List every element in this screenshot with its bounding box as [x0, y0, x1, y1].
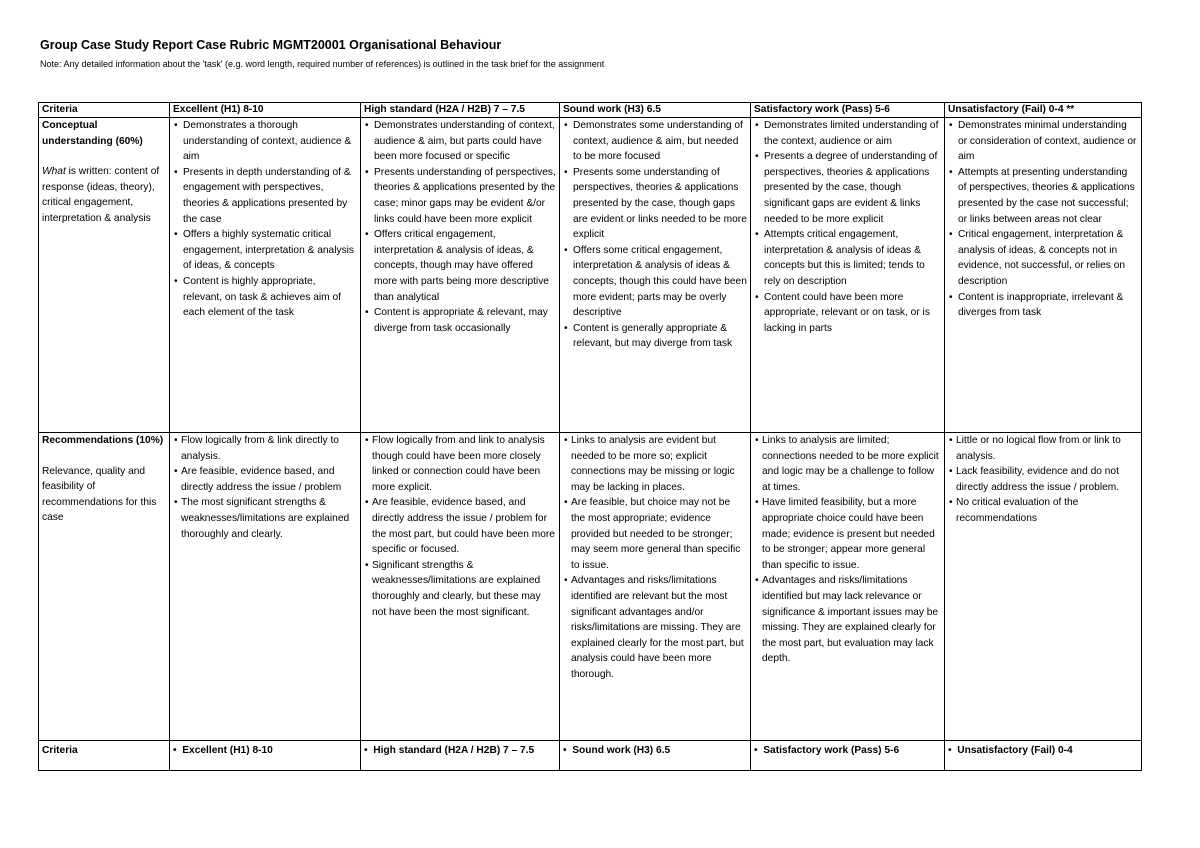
- cell-high-standard: [361, 118, 560, 433]
- descriptor-point: • Presents a degree of understanding of perspectives, theories & applications presented by the case, though significant gaps are evident & links needed to be more explicit: [754, 149, 941, 227]
- footer-high-standard: [361, 741, 560, 771]
- assignment-note: Note: Any detailed information about the 'task' (e.g. word length, required number of references) is outlined in the task brief for the assignment: [40, 59, 605, 69]
- descriptor-point: • Demonstrates minimal understanding or consideration of context, audience or aim: [948, 118, 1138, 165]
- criterion-title: Recommendations (10%): [42, 435, 164, 446]
- criterion-title: Conceptual understanding (60%): [42, 120, 143, 147]
- criterion-description: Relevance, quality and feasibility of recommendations for this case: [42, 465, 157, 524]
- descriptor-point: • Content is generally appropriate & relevant, but may diverge from task: [563, 321, 747, 352]
- descriptor-point: • Links to analysis are evident but needed to be more so; explicit connections may be missing or logic may be lacking in places.: [563, 433, 747, 495]
- descriptor-point: • Offers critical engagement, interpretation & analysis of ideas, & concepts, though may have offered more with parts being more descriptive than analytical: [364, 227, 556, 305]
- descriptor-point: • Demonstrates a thorough understanding of context, audience & aim: [173, 118, 357, 165]
- footer-sound-work: [560, 741, 751, 771]
- criterion-description-text: is written: content of response (ideas, theory), critical engagement, interpretation & analysis: [42, 166, 160, 224]
- header-satisfactory: Satisfactory work (Pass) 5-6: [751, 103, 945, 118]
- descriptor-point: • Demonstrates understanding of context, audience & aim, but parts could have been more focused or specific: [364, 118, 556, 165]
- header-unsatisfactory: Unsatisfactory (Fail) 0-4 **: [945, 103, 1142, 118]
- footer-row: [39, 741, 1142, 771]
- header-excellent: Excellent (H1) 8-10: [170, 103, 361, 118]
- descriptor-point: • Little or no logical flow from or link to analysis.: [948, 433, 1138, 464]
- document-title: Group Case Study Report Case Rubric MGMT20001 Organisational Behaviour: [40, 38, 502, 52]
- descriptor-point: • Demonstrates limited understanding of the context, audience or aim: [754, 118, 941, 149]
- descriptor-point: • Content is appropriate & relevant, may diverge from task occasionally: [364, 305, 556, 336]
- criterion-cell: [39, 118, 170, 433]
- descriptor-point: • Are feasible, but choice may not be the most appropriate; evidence provided but needed to be stronger; may seem more general than specific to issue.: [563, 495, 747, 573]
- header-row: [39, 103, 1142, 118]
- descriptor-point: • Content is inappropriate, irrelevant & diverges from task: [948, 290, 1138, 321]
- cell-sound-work: [560, 433, 751, 741]
- footer-excellent: [170, 741, 361, 771]
- descriptor-point: • Presents in depth understanding of & engagement with perspectives, theories & applications presented by the case: [173, 165, 357, 227]
- cell-excellent: [170, 118, 361, 433]
- descriptor-point: • Content is highly appropriate, relevant, on task & achieves aim of each element of the task: [173, 274, 357, 321]
- descriptor-point: • Offers a highly systematic critical engagement, interpretation & analysis of ideas, & concepts: [173, 227, 357, 274]
- descriptor-point: • Significant strengths & weaknesses/limitations are explained thoroughly and clearly, but these may not have been the most significant.: [364, 558, 556, 620]
- footer-unsatisfactory-label: • Unsatisfactory (Fail) 0-4: [948, 745, 1073, 756]
- cell-satisfactory: [751, 433, 945, 741]
- criterion-cell: [39, 433, 170, 741]
- cell-excellent: [170, 433, 361, 741]
- header-sound-work: Sound work (H3) 6.5: [560, 103, 751, 118]
- descriptor-point: • The most significant strengths & weaknesses/limitations are explained thoroughly and clearly.: [173, 495, 357, 542]
- descriptor-point: • Advantages and risks/limitations identified but may lack relevance or significance & important issues may be missing. They are explained clearly for the most part, but evaluation may lack depth.: [754, 573, 941, 667]
- footer-sound-work-label: • Sound work (H3) 6.5: [563, 745, 670, 756]
- descriptor-point: • Advantages and risks/limitations identified are relevant but the most significant advantages and/or risks/limitations are missing. They are explained clearly for the most part, but analysis could have been more thorough.: [563, 573, 747, 682]
- cell-unsatisfactory: [945, 118, 1142, 433]
- header-high-standard: High standard (H2A / H2B) 7 – 7.5: [361, 103, 560, 118]
- footer-satisfactory-label: • Satisfactory work (Pass) 5-6: [754, 745, 899, 756]
- rubric-table: [38, 102, 1142, 771]
- descriptor-point: • Content could have been more appropriate, relevant or on task, or is lacking in parts: [754, 290, 941, 337]
- cell-high-standard: [361, 433, 560, 741]
- criterion-description-emphasis: What: [42, 166, 66, 178]
- descriptor-point: • Flow logically from & link directly to analysis.: [173, 433, 357, 464]
- cell-sound-work: [560, 118, 751, 433]
- descriptor-point: • Offers some critical engagement, interpretation & analysis of ideas & concepts, though this could have been more evident; parts may be overly descriptive: [563, 243, 747, 321]
- descriptor-point: • Attempts critical engagement, interpretation & analysis of ideas & concepts but this is limited; tends to rely on description: [754, 227, 941, 289]
- descriptor-point: • Are feasible, evidence based, and directly address the issue / problem: [173, 464, 357, 495]
- rubric-row-conceptual: [39, 118, 1142, 433]
- descriptor-point: • Presents understanding of perspectives, theories & applications presented by the case; minor gaps may be evident &/or links could have been more explicit: [364, 165, 556, 227]
- descriptor-point: • Presents some understanding of perspectives, theories & applications presented by the case, though gaps are evident or links needed to be more explicit: [563, 165, 747, 243]
- descriptor-point: • Critical engagement, interpretation & analysis of ideas, & concepts not in evidence, not successful, or relies on description: [948, 227, 1138, 289]
- footer-criteria: Criteria: [39, 741, 170, 771]
- descriptor-point: • Flow logically from and link to analysis though could have been more closely linked or connection could have been more explicit.: [364, 433, 556, 495]
- descriptor-point: • Links to analysis are limited; connections needed to be more explicit and logic may be a challenge to follow at times.: [754, 433, 941, 495]
- descriptor-point: • Lack feasibility, evidence and do not directly address the issue / problem.: [948, 464, 1138, 495]
- header-criteria: Criteria: [39, 103, 170, 118]
- cell-satisfactory: [751, 118, 945, 433]
- footer-unsatisfactory: [945, 741, 1142, 771]
- descriptor-point: • Demonstrates some understanding of context, audience & aim, but needed to be more focused: [563, 118, 747, 165]
- footer-satisfactory: [751, 741, 945, 771]
- descriptor-point: • Attempts at presenting understanding of perspectives, theories & applications presented by the case not successful; or links between areas not clear: [948, 165, 1138, 227]
- footer-excellent-label: • Excellent (H1) 8-10: [173, 745, 273, 756]
- cell-unsatisfactory: [945, 433, 1142, 741]
- descriptor-point: • Have limited feasibility, but a more appropriate choice could have been made; evidence is present but needed to be stronger; appear more general than specific to issue.: [754, 495, 941, 573]
- descriptor-point: • Are feasible, evidence based, and directly address the issue / problem for the most part, but could have been more specific or focused.: [364, 495, 556, 557]
- footer-high-standard-label: • High standard (H2A / H2B) 7 – 7.5: [364, 745, 534, 756]
- rubric-row-recommendations: [39, 433, 1142, 741]
- criterion-description: [42, 164, 166, 226]
- descriptor-point: • No critical evaluation of the recommendations: [948, 495, 1138, 526]
